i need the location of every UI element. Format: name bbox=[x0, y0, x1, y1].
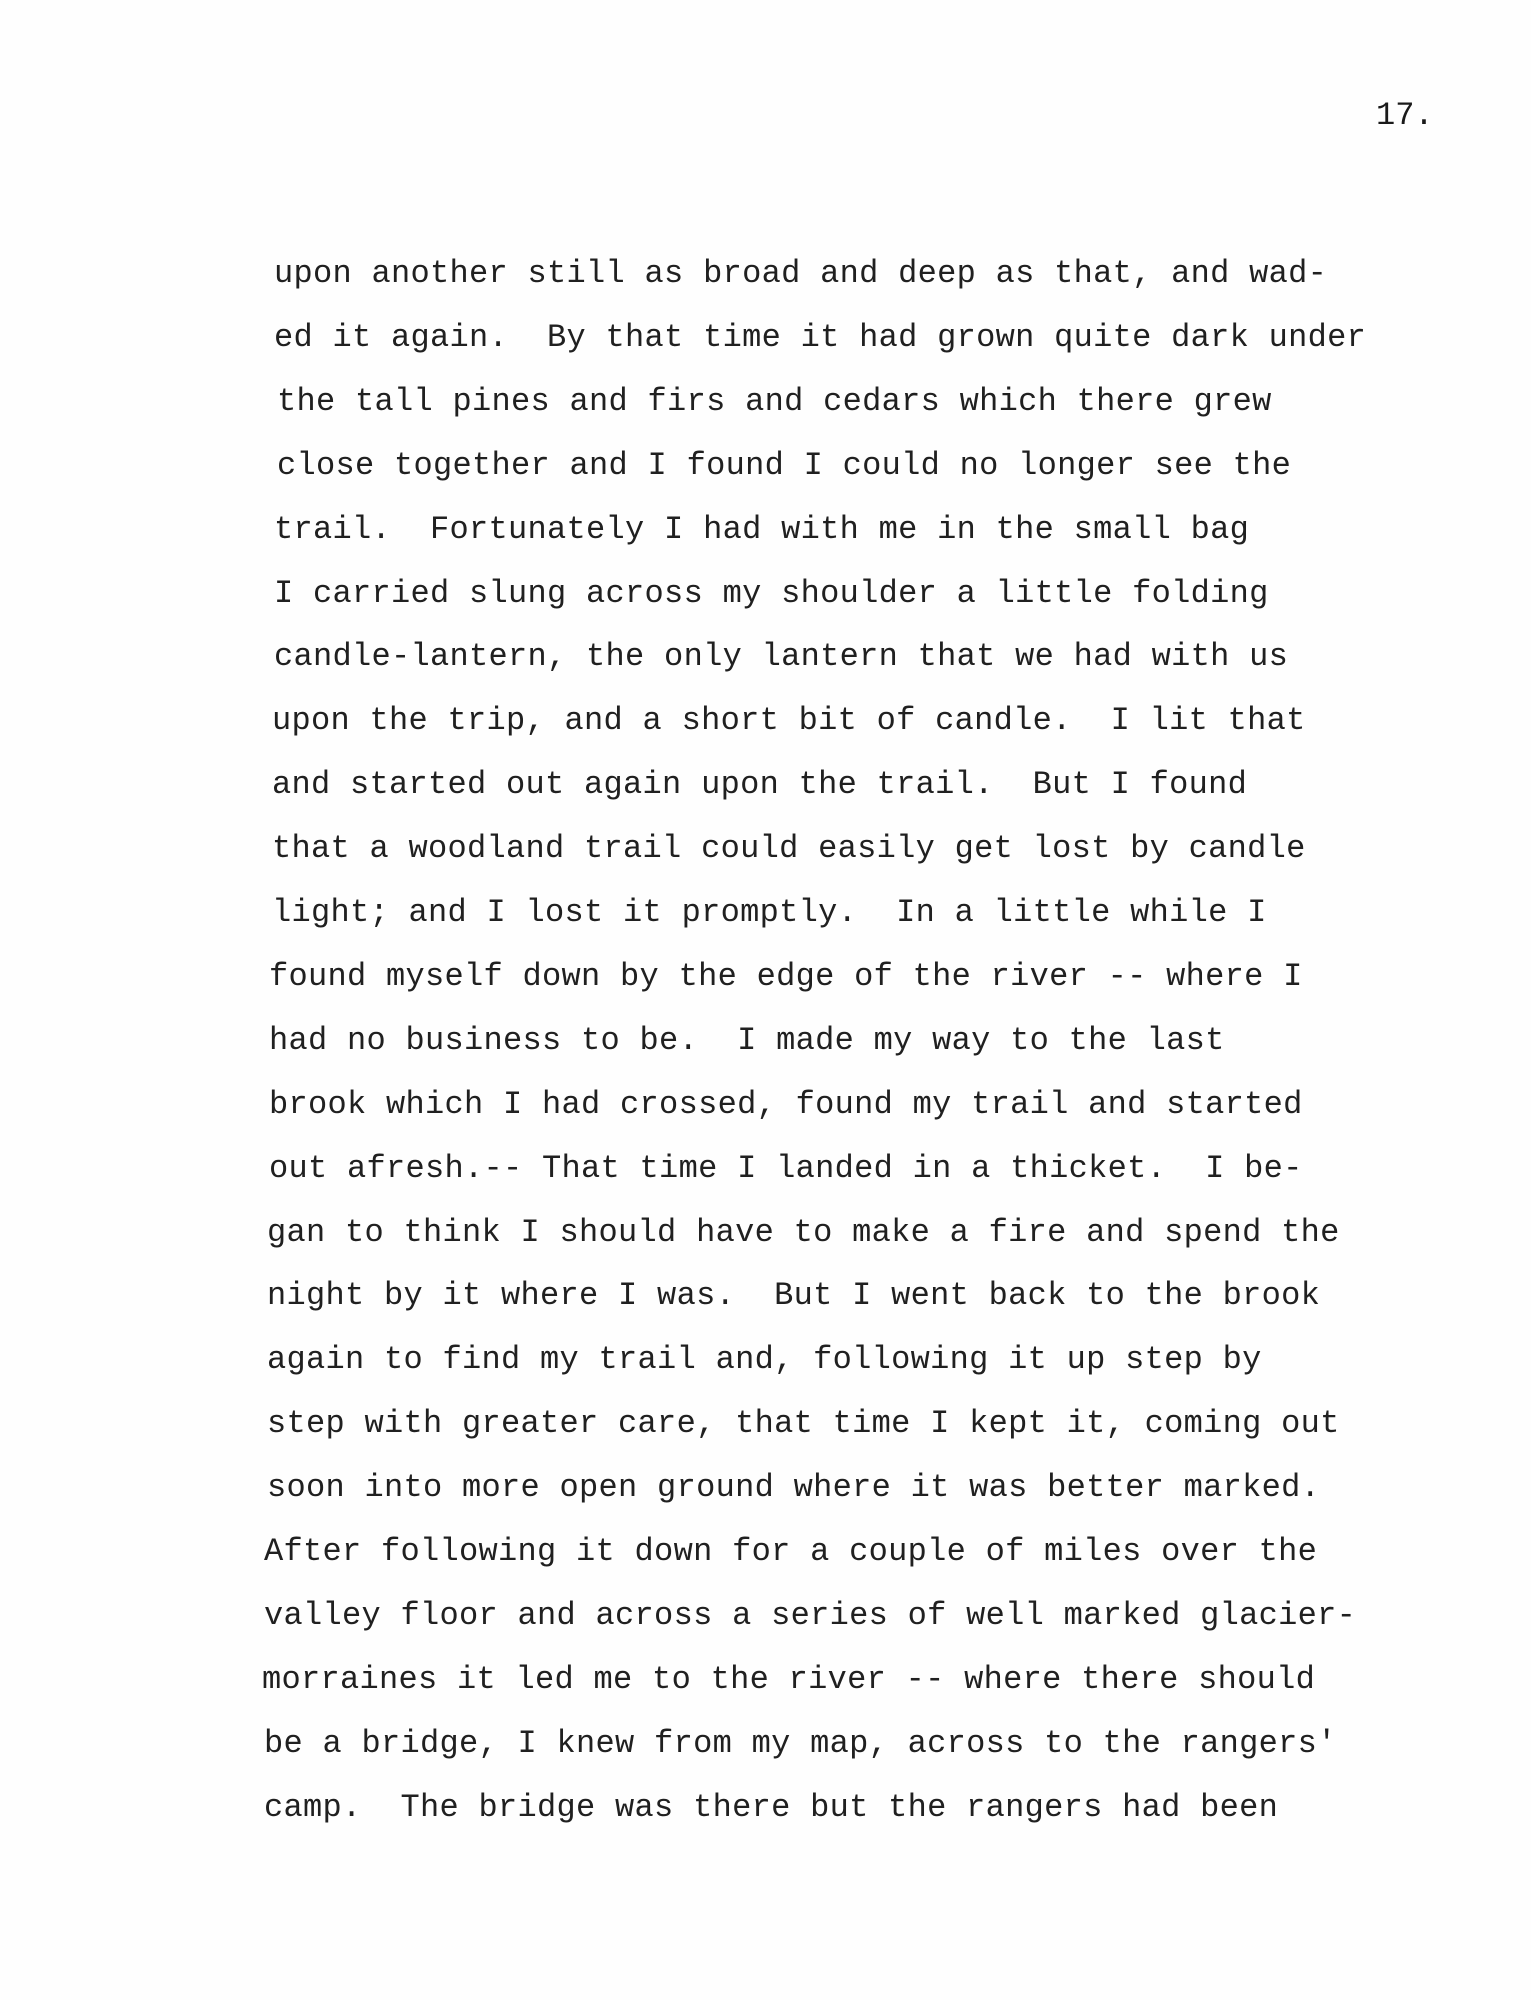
text-line: out afresh.-- That time I landed in a thicket. I be- bbox=[269, 1149, 1303, 1187]
text-line: again to find my trail and, following it up step by bbox=[267, 1341, 1262, 1379]
text-line: be a bridge, I knew from my map, across to the rangers' bbox=[264, 1724, 1337, 1762]
text-line: gan to think I should have to make a fire and spend the bbox=[267, 1213, 1340, 1251]
text-line: After following it down for a couple of miles over the bbox=[264, 1533, 1318, 1570]
text-line: upon another still as broad and deep as that, and wad- bbox=[274, 255, 1328, 292]
text-line: valley floor and across a series of well marked glacier- bbox=[264, 1596, 1357, 1634]
text-line: I carried slung across my shoulder a little folding bbox=[274, 574, 1269, 612]
text-line: camp. The bridge was there but the rangers had been bbox=[264, 1788, 1279, 1826]
text-line: light; and I lost it promptly. In a little while I bbox=[272, 894, 1267, 931]
text-line: night by it where I was. But I went back to the brook bbox=[267, 1277, 1321, 1315]
text-line: close together and I found I could no longer see the bbox=[277, 446, 1292, 484]
text-line: trail. Fortunately I had with me in the small bag bbox=[274, 510, 1250, 548]
text-line: soon into more open ground where it was better marked. bbox=[267, 1469, 1321, 1507]
text-line: step with greater care, that time I kept it, coming out bbox=[267, 1405, 1340, 1443]
text-line: ed it again. By that time it had grown quite dark under bbox=[274, 318, 1367, 356]
text-line: the tall pines and firs and cedars which there grew bbox=[277, 382, 1272, 420]
text-line: had no business to be. I made my way to the last bbox=[269, 1021, 1225, 1059]
text-line: morraines it led me to the river -- where there should bbox=[262, 1660, 1316, 1698]
text-line: upon the trip, and a short bit of candle. I lit that bbox=[272, 702, 1306, 740]
text-line: and started out again upon the trail. But I found bbox=[272, 766, 1248, 804]
text-line: that a woodland trail could easily get lost by candle bbox=[272, 830, 1306, 868]
text-line: found myself down by the edge of the river -- where I bbox=[269, 957, 1303, 995]
text-line: brook which I had crossed, found my trail and started bbox=[269, 1085, 1303, 1123]
text-line: candle-lantern, the only lantern that we had with us bbox=[274, 638, 1289, 676]
page-number: 17. bbox=[1376, 97, 1434, 134]
